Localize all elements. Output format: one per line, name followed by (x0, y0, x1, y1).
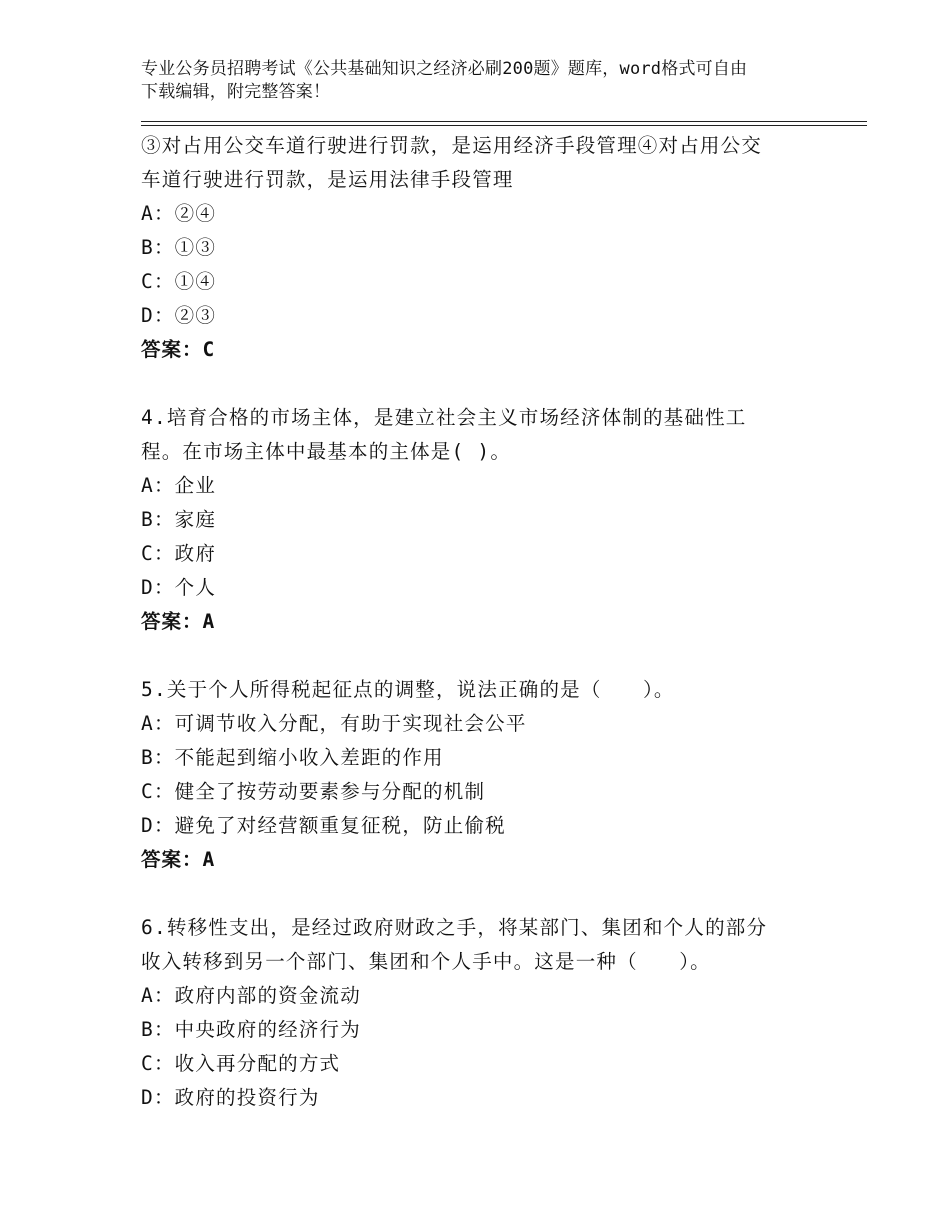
option-b: B：家庭 (141, 508, 217, 531)
question-stem-line: 4.培育合格的市场主体，是建立社会主义市场经济体制的基础性工 (141, 406, 747, 429)
option-a: A：政府内部的资金流动 (141, 984, 361, 1007)
document-header (141, 58, 821, 104)
option-d: D：避免了对经营额重复征税，防止偷税 (141, 814, 506, 837)
option-c: C：①④ (141, 270, 217, 293)
option-a: A：②④ (141, 202, 217, 225)
question-stem-line: 车道行驶进行罚款，是运用法律手段管理 (141, 168, 514, 191)
question-list (141, 129, 841, 1115)
answer: 答案：C (141, 338, 216, 361)
answer: 答案：A (141, 610, 216, 633)
header-divider-bottom (141, 125, 867, 126)
question-stem-line: 程。在市场主体中最基本的主体是( )。 (141, 440, 512, 463)
spacer (141, 639, 841, 673)
question-4 (141, 401, 841, 639)
spacer (141, 367, 841, 401)
option-c: C：收入再分配的方式 (141, 1052, 341, 1075)
header-line-2: 下载编辑，附完整答案！ (141, 82, 331, 102)
question-3 (141, 129, 841, 367)
option-c: C：健全了按劳动要素参与分配的机制 (141, 780, 486, 803)
question-stem-line: 收入转移到另一个部门、集团和个人手中。这是一种（ ）。 (141, 950, 711, 973)
option-a: A：企业 (141, 474, 217, 497)
question-stem-line: 6.转移性支出，是经过政府财政之手，将某部门、集团和个人的部分 (141, 916, 768, 939)
option-d: D：政府的投资行为 (141, 1086, 320, 1109)
option-d: D：②③ (141, 304, 217, 327)
question-stem-line: 5.关于个人所得税起征点的调整，说法正确的是（ ）。 (141, 678, 675, 701)
question-5 (141, 673, 841, 877)
header-divider-top (141, 121, 867, 122)
question-stem-line: ③对占用公交车道行驶进行罚款，是运用经济手段管理④对占用公交 (141, 134, 763, 157)
option-b: B：中央政府的经济行为 (141, 1018, 361, 1041)
header-line-1: 专业公务员招聘考试《公共基础知识之经济必刷200题》题库，word格式可自由 (141, 59, 748, 79)
option-a: A：可调节收入分配，有助于实现社会公平 (141, 712, 527, 735)
option-b: B：不能起到缩小收入差距的作用 (141, 746, 444, 769)
option-c: C：政府 (141, 542, 217, 565)
option-d: D：个人 (141, 576, 217, 599)
option-b: B：①③ (141, 236, 217, 259)
spacer (141, 877, 841, 911)
question-6 (141, 911, 841, 1115)
answer: 答案：A (141, 848, 216, 871)
